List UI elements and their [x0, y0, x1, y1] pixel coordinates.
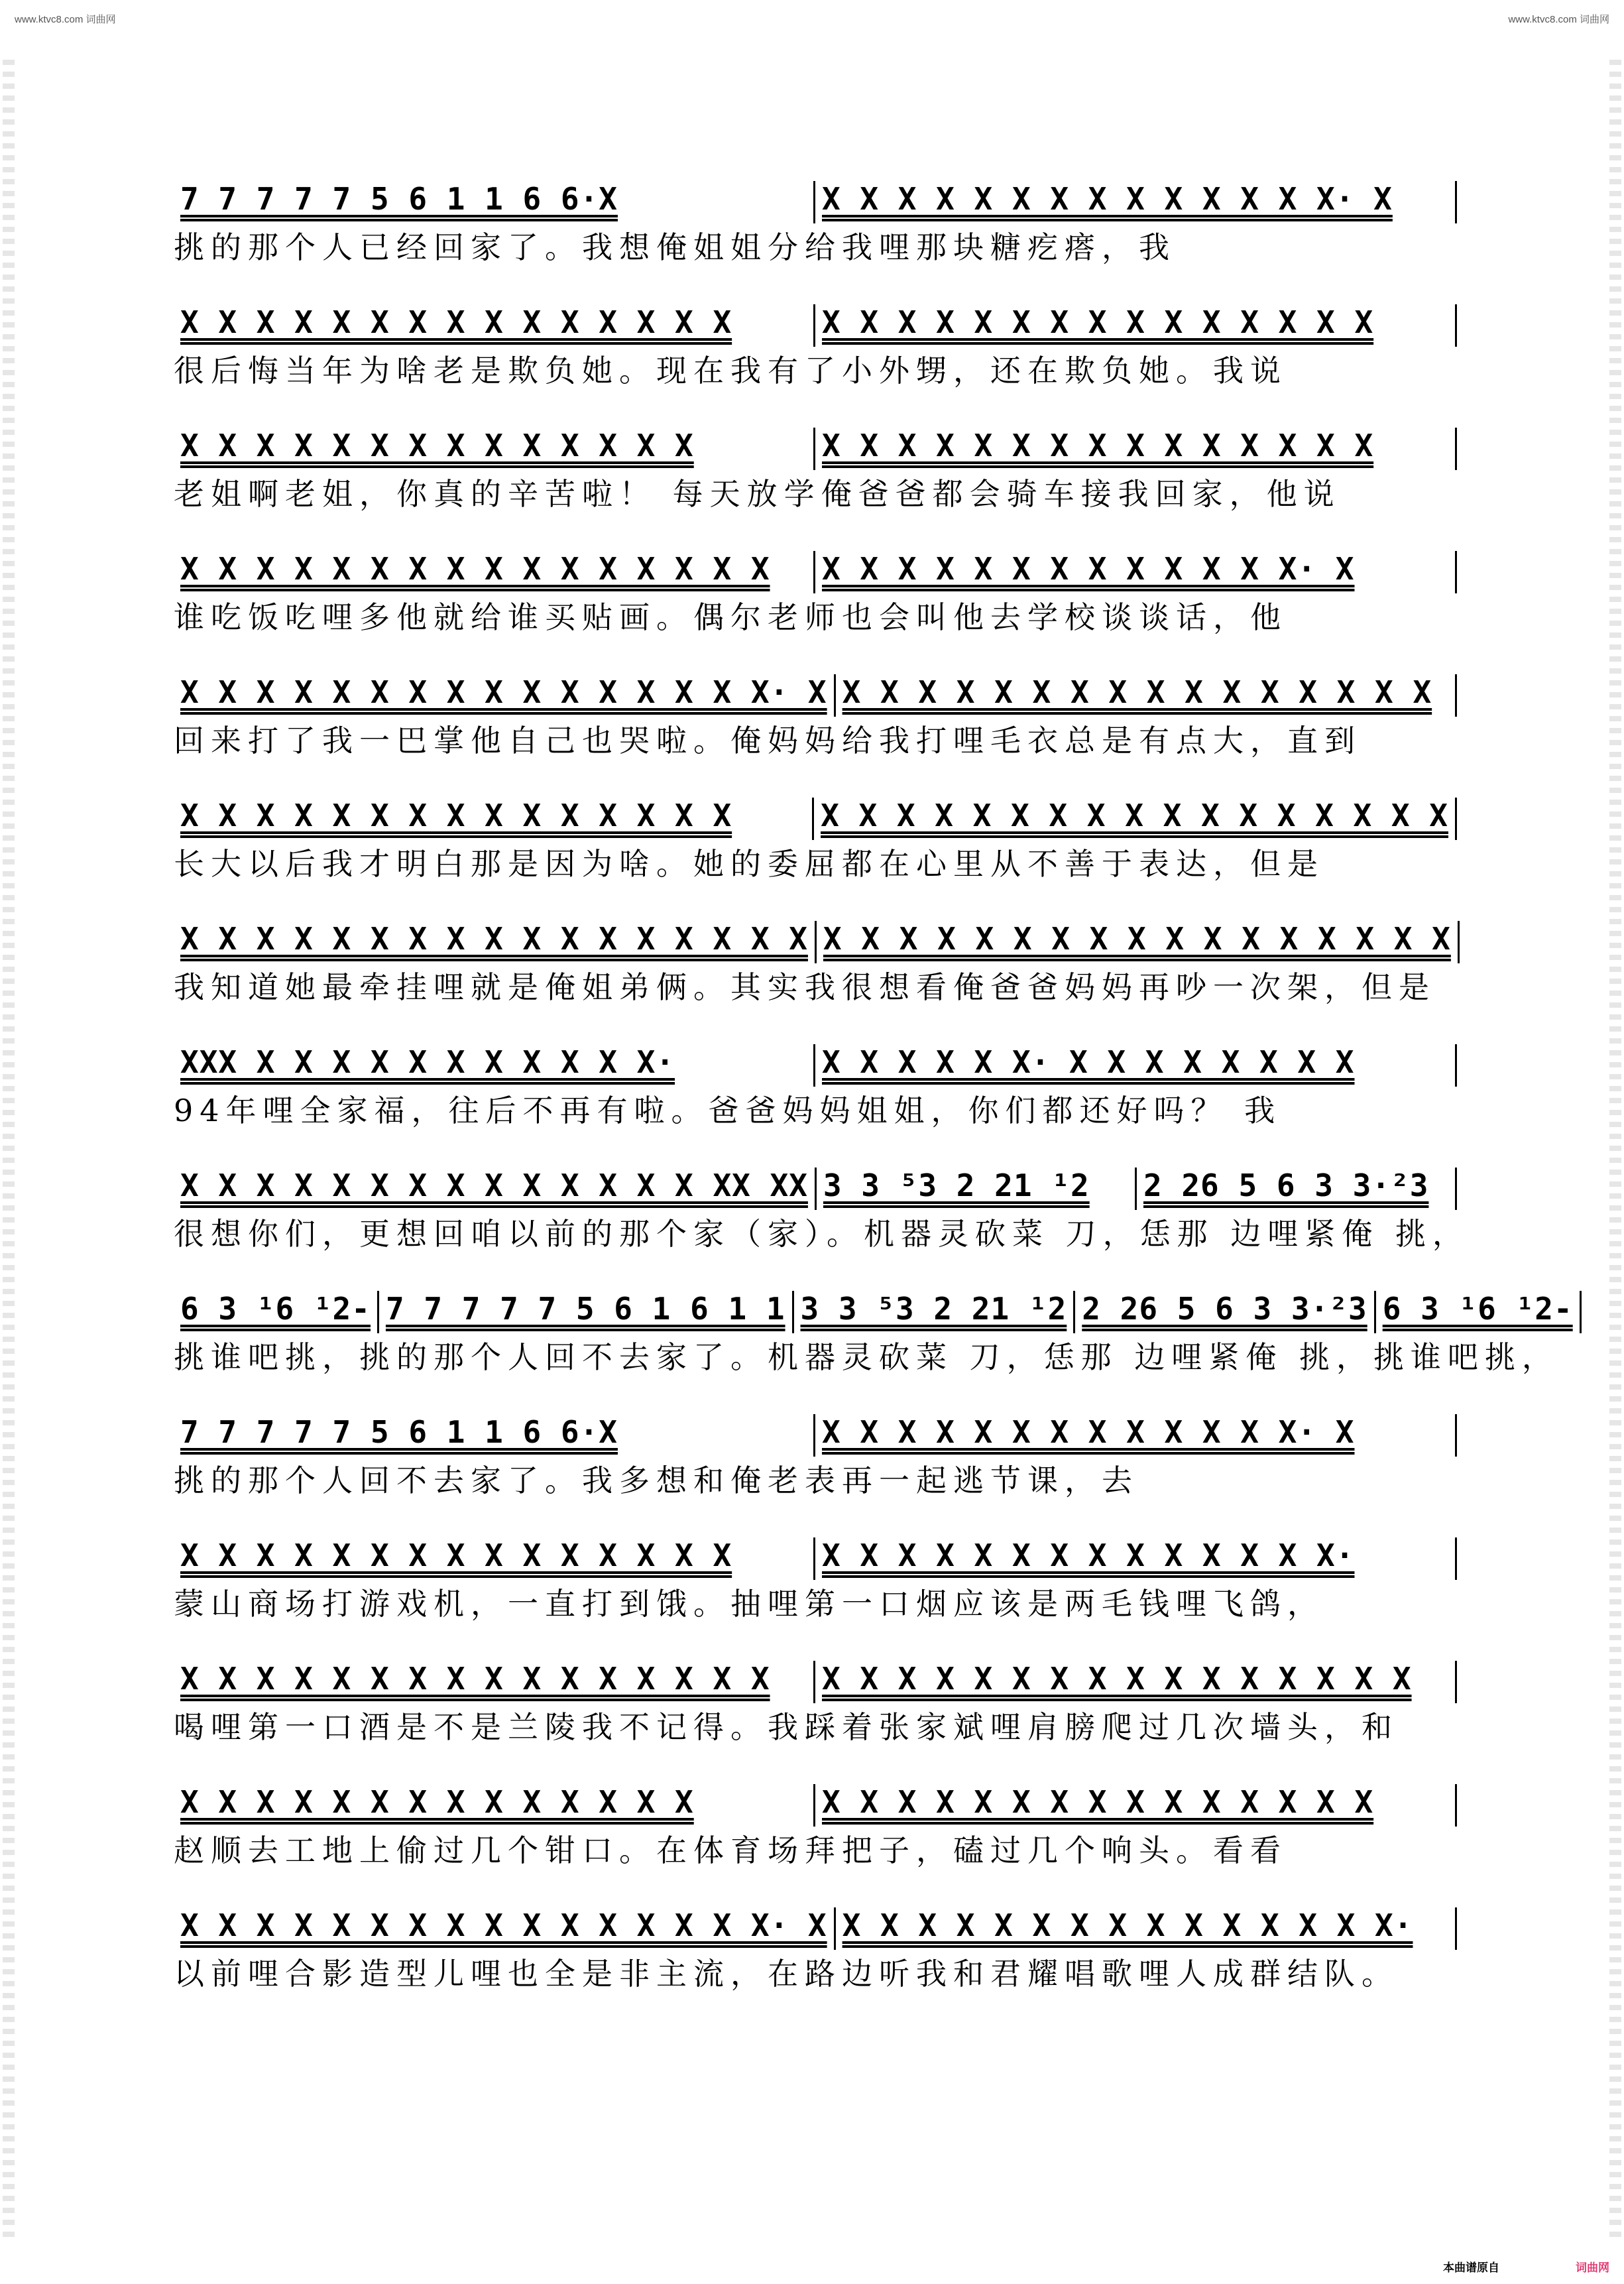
- measure: X X X X X X X X X X X X X X X X: [174, 551, 815, 593]
- measure: X X X X X X X X X X X X X X X: [174, 304, 815, 347]
- lyric-line: 赵顺去工地上偷过几个钳口。在体育场拜把子，磕过几个响头。看看: [174, 1833, 1287, 1868]
- measure: X X X X X X X X X X X X X X· X: [815, 181, 1457, 223]
- notation-line: [174, 1279, 1573, 1336]
- measure: X X X X X X X X X X X X X X X X: [174, 1661, 815, 1703]
- score-row: [174, 1772, 1457, 1895]
- measure: X X X X X X X X X X X X X· X: [815, 1414, 1457, 1457]
- score-row: [174, 539, 1457, 662]
- measure: X X X X X X X X X X X X X X X X: [836, 674, 1457, 717]
- measure: 7 7 7 7 7 5 6 1 6 1 1: [379, 1291, 794, 1333]
- notation-line: [174, 1649, 1457, 1706]
- score-row: [174, 292, 1457, 416]
- lyric-line: 很后悔当年为啥老是欺负她。现在我有了小外甥，还在欺负她。我说: [174, 353, 1287, 389]
- score-row: [174, 1032, 1457, 1156]
- notation-line: [174, 416, 1457, 473]
- lyric-line: 挑谁吧挑，挑的那个人回不去家了。机器灵砍菜 刀，恁那 边哩紧俺 挑，挑谁吧挑，: [174, 1339, 1559, 1375]
- score-row: [174, 1526, 1457, 1649]
- measure: X X X X X X X X X X X X X· X: [815, 551, 1457, 593]
- measure: 3 3 ⁵3 2 21 ¹2: [794, 1291, 1076, 1333]
- notation-line: [174, 1402, 1457, 1459]
- measure: 3 3 ⁵3 2 21 ¹2: [817, 1168, 1137, 1210]
- score-row: [174, 1156, 1470, 1279]
- notation-line: [174, 1772, 1457, 1829]
- notation-line: [174, 1156, 1457, 1213]
- lyric-line: 老姐啊老姐，你真的辛苦啦！ 每天放学俺爸爸都会骑车接我回家，他说: [174, 476, 1341, 512]
- site-watermark-right: www.ktvc8.com 词曲网: [1508, 14, 1609, 25]
- measure: 2 26 5 6 3 3·²3: [1137, 1168, 1457, 1210]
- notation-line: [174, 1032, 1457, 1089]
- notation-line: [174, 1526, 1457, 1583]
- measure: 2 26 5 6 3 3·²3: [1075, 1291, 1375, 1333]
- score-row: [174, 1649, 1457, 1772]
- lyric-line: 谁吃饭吃哩多他就给谁买贴画。偶尔老师也会叫他去学校谈谈话，他: [174, 599, 1287, 635]
- measure: X X X X X X X X X X X X X X X: [174, 798, 814, 840]
- score-row: [174, 786, 1457, 909]
- score-row: [174, 1895, 1457, 2019]
- measure: X X X X X X X X X X X X X X X·: [836, 1907, 1457, 1950]
- score-row: [174, 169, 1457, 292]
- measure: X X X X X X X X X X X X X X X X X: [817, 921, 1460, 963]
- measure: X X X X X X X X X X X X X X·: [815, 1537, 1457, 1580]
- lyric-line: 以前哩合影造型儿哩也全是非主流，在路边听我和君耀唱歌哩人成群结队。: [174, 1956, 1399, 1992]
- lyric-line: 94年哩全家福，往后不再有啦。爸爸妈妈姐姐，你们都还好吗？ 我: [174, 1093, 1282, 1128]
- measure: X X X X X X X X X X X X X X: [174, 428, 815, 470]
- measure: X X X X X X X X X X X X X X X X· X: [174, 1907, 836, 1950]
- notation-line: [174, 292, 1457, 349]
- notation-line: [174, 1895, 1457, 1953]
- lyric-line: 长大以后我才明白那是因为啥。她的委屈都在心里从不善于表达，但是: [174, 846, 1324, 882]
- lyric-line: 回来打了我一巴掌他自己也哭啦。俺妈妈给我打哩毛衣总是有点大，直到: [174, 723, 1362, 758]
- lyric-line: 喝哩第一口酒是不是兰陵我不记得。我踩着张家斌哩肩膀爬过几次墙头，和: [174, 1709, 1399, 1745]
- measure: X X X X X X X X X X X X X X X: [174, 1537, 815, 1580]
- notation-line: [174, 169, 1457, 226]
- measure: X X X X X X X X X X X X X X X X X: [814, 798, 1457, 840]
- score-row: [174, 416, 1457, 539]
- lyric-line: 我知道她最牵挂哩就是俺姐弟俩。其实我很想看俺爸爸妈妈再吵一次架，但是: [174, 969, 1436, 1005]
- measure: X X X X X X X X X X X X X X XX XX: [174, 1168, 817, 1210]
- notation-line: [174, 909, 1457, 966]
- measure: XXX X X X X X X X X X X X·: [174, 1044, 815, 1087]
- measure: X X X X X X X X X X X X X X X X· X: [174, 674, 836, 717]
- measure: X X X X X X X X X X X X X X X X: [815, 1661, 1457, 1703]
- measure: X X X X X X X X X X X X X X X: [815, 1784, 1457, 1827]
- score-row: [174, 1279, 1573, 1402]
- lyric-line: 蒙山商场打游戏机，一直打到饿。抽哩第一口烟应该是两毛钱哩飞鸽，: [174, 1586, 1324, 1622]
- footer-label: 本曲谱原自: [1443, 2261, 1499, 2274]
- lyric-line: 挑的那个人已经回家了。我想俺姐姐分给我哩那块糖疙瘩，我: [174, 229, 1176, 265]
- measure: X X X X X X X X X X X X X X: [174, 1784, 815, 1827]
- measure: 7 7 7 7 7 5 6 1 1 6 6·X: [174, 181, 815, 223]
- notation-line: [174, 786, 1457, 843]
- measure: 7 7 7 7 7 5 6 1 1 6 6·X: [174, 1414, 815, 1457]
- measure: X X X X X X X X X X X X X X X: [815, 428, 1457, 470]
- notation-line: [174, 539, 1457, 596]
- measure: 6 3 ¹6 ¹2-: [174, 1291, 379, 1333]
- left-margin-pattern: [3, 60, 15, 2241]
- measure: X X X X X X X X X X X X X X X: [815, 304, 1457, 347]
- score-row: [174, 1402, 1457, 1526]
- footer-brand: 词曲网: [1576, 2261, 1609, 2274]
- right-margin-pattern: [1609, 60, 1621, 2241]
- lyric-line: 很想你们，更想回咱以前的那个家（家）。机器灵砍菜 刀，恁那 边哩紧俺 挑，: [174, 1216, 1470, 1252]
- measure: X X X X X X· X X X X X X X X: [815, 1044, 1457, 1087]
- score-row: [174, 909, 1457, 1032]
- lyric-line: 挑的那个人回不去家了。我多想和俺老表再一起逃节课，去: [174, 1463, 1139, 1498]
- measure: 6 3 ¹6 ¹2-: [1376, 1291, 1582, 1333]
- measure: X X X X X X X X X X X X X X X X X: [174, 921, 817, 963]
- score-sheet: [174, 169, 1573, 2019]
- notation-line: [174, 662, 1457, 719]
- site-watermark-left: www.ktvc8.com 词曲网: [15, 14, 116, 25]
- score-row: [174, 662, 1457, 786]
